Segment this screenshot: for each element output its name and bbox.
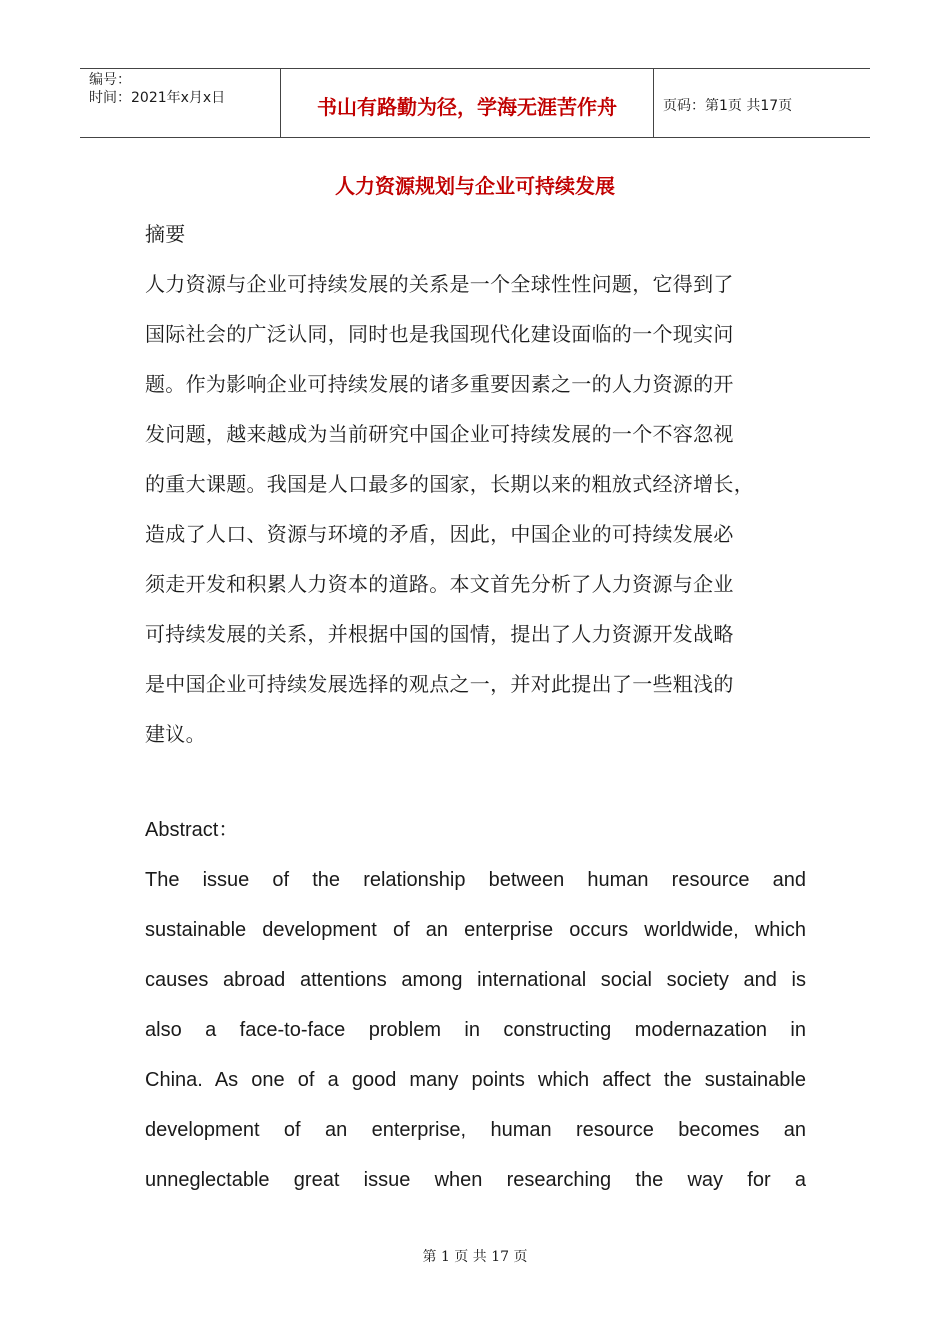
abstract-cn-line: 是中国企业可持续发展选择的观点之一，并对此提出了一些粗浅的: [145, 672, 734, 696]
header-page-info: 页码：第1页 共17页: [663, 98, 793, 114]
document-header: [80, 68, 870, 138]
abstract-en-label: Abstract：: [145, 819, 239, 841]
abstract-en-line: sustainable development of an enterprise occurs worldwide, which: [145, 919, 806, 941]
header-motto-cell: [281, 69, 654, 137]
abstract-cn-line: 国际社会的广泛认同，同时也是我国现代化建设面临的一个现实问: [145, 322, 734, 346]
abstract-en-body: [145, 864, 806, 1214]
document-date-label: 时间：2021年x月x日: [89, 90, 226, 106]
header-motto: 书山有路勤为径，学海无涯苦作舟: [317, 94, 617, 119]
abstract-en-line: unneglectable great issue when researching the way for a: [145, 1169, 806, 1191]
abstract-cn-line: 造成了人口、资源与环境的矛盾，因此，中国企业的可持续发展必: [145, 522, 734, 546]
header-page-cell: [654, 69, 870, 137]
abstract-en-line: The issue of the relationship between human resource and: [145, 869, 806, 891]
abstract-cn-label: 摘要: [145, 222, 186, 246]
abstract-cn-line: 建议。: [145, 722, 206, 746]
abstract-cn-line: 可持续发展的关系，并根据中国的国情，提出了人力资源开发战略: [145, 622, 734, 646]
abstract-cn-line: 的重大课题。我国是人口最多的国家，长期以来的粗放式经济增长，: [145, 472, 754, 496]
abstract-cn-line: 发问题，越来越成为当前研究中国企业可持续发展的一个不容忽视: [145, 422, 734, 446]
header-meta-cell: [80, 69, 281, 137]
abstract-en-line: China. As one of a good many points which affect the sustainable: [145, 1069, 806, 1091]
page-footer: 第 1 页 共 17 页: [422, 1249, 528, 1265]
abstract-en-line: causes abroad attentions among international social society and is: [145, 969, 806, 991]
document-title: 人力资源规划与企业可持续发展: [335, 174, 615, 198]
document-number-label: 编号：: [89, 72, 131, 88]
abstract-cn-line: 人力资源与企业可持续发展的关系是一个全球性性问题，它得到了: [145, 272, 734, 296]
abstract-cn-line: 须走开发和积累人力资本的道路。本文首先分析了人力资源与企业: [145, 572, 734, 596]
abstract-en-line: also a face-to-face problem in constructing modernazation in: [145, 1019, 806, 1041]
abstract-en-line: development of an enterprise, human resource becomes an: [145, 1119, 806, 1141]
abstract-cn-body: [145, 259, 815, 759]
abstract-cn-line: 题。作为影响企业可持续发展的诸多重要因素之一的人力资源的开: [145, 372, 734, 396]
